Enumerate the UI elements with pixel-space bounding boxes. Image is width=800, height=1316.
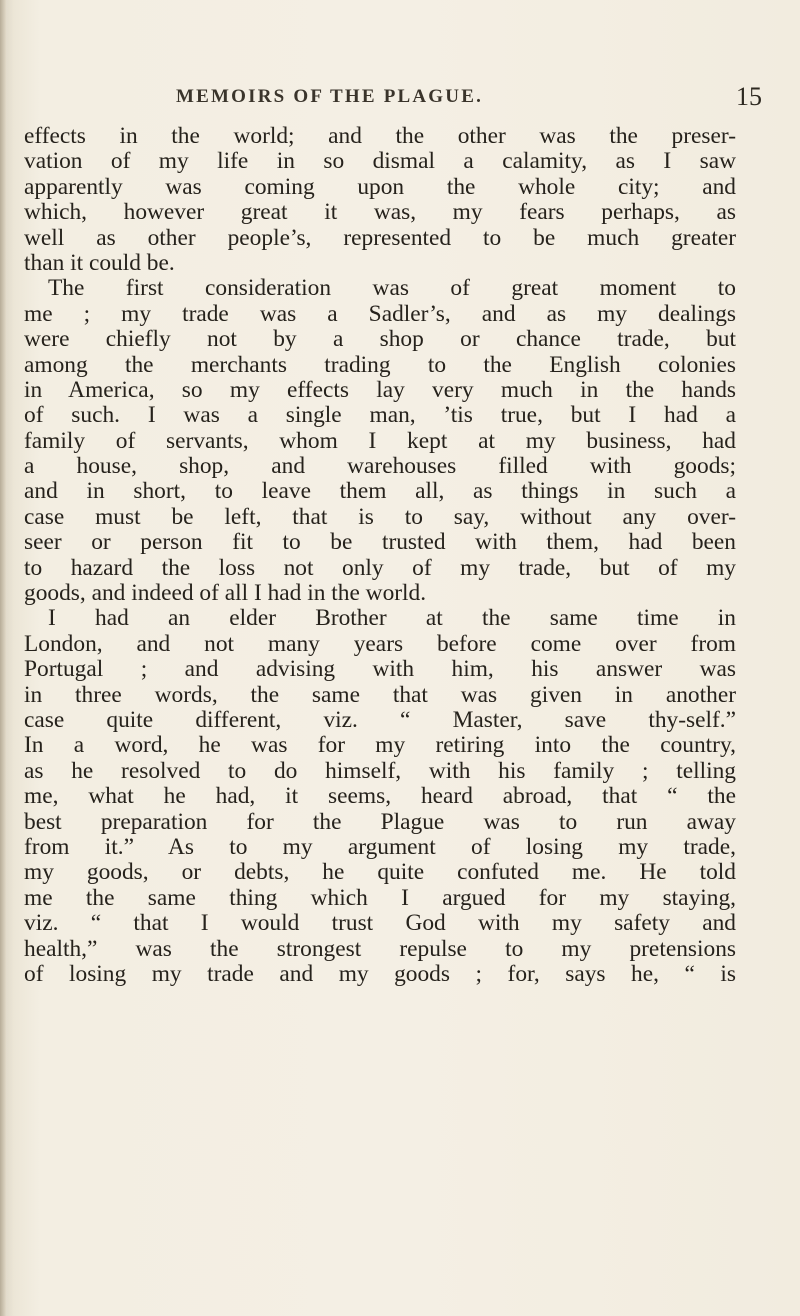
text-line: in three words, the same that was given in another <box>24 682 736 708</box>
text-line: in America, so my effects lay very much in the hands <box>24 377 736 403</box>
text-line: from it.” As to my argument of losing my trade, <box>24 834 736 860</box>
text-line: of such. I was a single man, ’tis true, but I had a <box>24 403 736 429</box>
running-title: MEMOIRS OF THE PLAGUE. <box>176 86 484 107</box>
text-line: Portugal ; and advising with him, his answer was <box>24 657 736 683</box>
text-line: viz. “ that I would trust God with my safety and <box>24 911 736 937</box>
text-line: London, and not many years before come over from <box>24 631 736 657</box>
text-line: me the same thing which I argued for my staying, <box>24 885 736 911</box>
text-line: a house, shop, and warehouses filled with goods; <box>24 454 736 480</box>
text-line: The first consideration was of great moment to <box>48 276 736 302</box>
text-line: to hazard the loss not only of my trade, but of my <box>24 555 736 581</box>
text-line: case quite different, viz. “ Master, save thy-self.” <box>24 707 736 733</box>
page-number: 15 <box>736 82 762 111</box>
text-line: me, what he had, it seems, heard abroad, that “ the <box>24 784 736 810</box>
body-text <box>24 124 736 987</box>
text-line: well as other people’s, represented to be much greater <box>24 225 736 251</box>
text-line: apparently was coming upon the whole city; and <box>24 174 736 200</box>
text-line: of losing my trade and my goods ; for, says he, “ is <box>24 961 736 987</box>
page-gutter <box>0 0 6 1316</box>
text-line: case must be left, that is to say, without any over- <box>24 504 736 530</box>
text-line: among the merchants trading to the English colonies <box>24 352 736 378</box>
text-line: vation of my life in so dismal a calamity, as I saw <box>24 149 736 175</box>
text-line: goods, and indeed of all I had in the world. <box>24 581 427 607</box>
text-line: effects in the world; and the other was the preser- <box>24 124 736 149</box>
text-line: were chiefly not by a shop or chance trade, but <box>24 327 736 353</box>
text-line: me ; my trade was a Sadler’s, and as my dealings <box>24 301 736 327</box>
text-line: which, however great it was, my fears perhaps, as <box>24 200 736 226</box>
text-line: than it could be. <box>24 250 175 276</box>
text-line: my goods, or debts, he quite confuted me. He told <box>24 860 736 886</box>
text-line: In a word, he was for my retiring into the country, <box>24 733 736 759</box>
text-line: and in short, to leave them all, as things in such a <box>24 479 736 505</box>
text-line: health,” was the strongest repulse to my pretensions <box>24 936 736 962</box>
text-line: seer or person fit to be trusted with them, had been <box>24 530 736 556</box>
text-line: family of servants, whom I kept at my business, had <box>24 428 736 454</box>
text-line: as he resolved to do himself, with his family ; telling <box>24 758 736 784</box>
running-head <box>0 82 800 116</box>
text-line: best preparation for the Plague was to run away <box>24 809 736 835</box>
text-line: I had an elder Brother at the same time in <box>48 606 736 632</box>
